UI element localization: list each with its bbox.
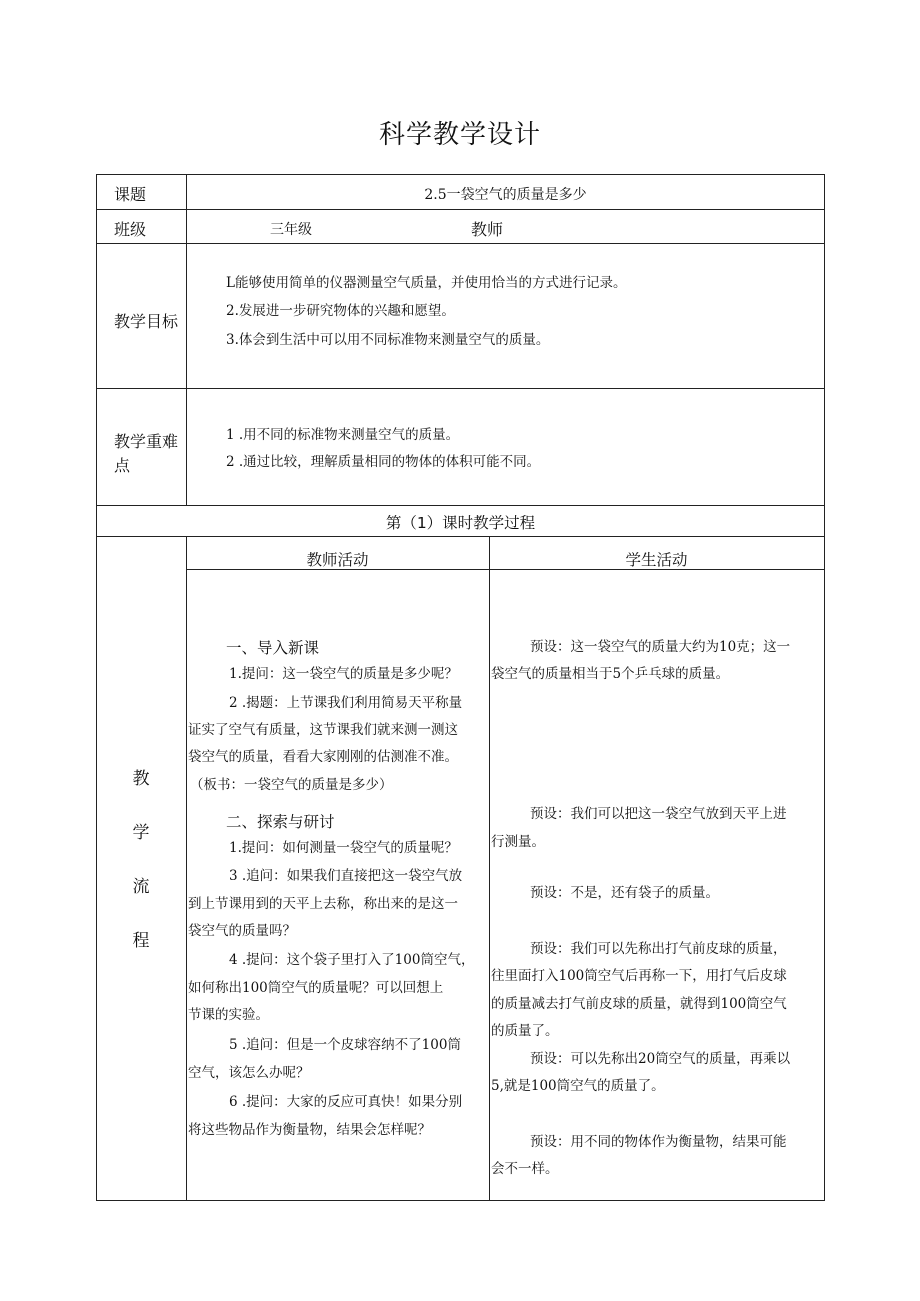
teacher-activity-header: 教师活动 [306, 551, 369, 569]
student-line: 的质量减去打气前皮球的质量，就得到100筒空气 [491, 996, 787, 1012]
student-line: 预设：可以先称出20筒空气的质量，再乘以 [530, 1051, 791, 1067]
label-column-divider [186, 174, 187, 506]
row-divider [96, 388, 825, 389]
row-divider [96, 209, 825, 210]
student-line: 预设：我们可以先称出打气前皮球的质量， [530, 941, 787, 957]
lesson-label: 课题 [114, 185, 147, 204]
goal-item: 3.体会到生活中可以用不同标准物来测量空气的质量。 [226, 332, 550, 348]
teacher-line: （板书：一袋空气的质量是多少） [190, 777, 393, 793]
label-column-divider [186, 536, 187, 1201]
teacher-line: 节课的实验。 [188, 1007, 269, 1023]
student-line: 会不一样。 [491, 1161, 559, 1177]
teacher-line: 到上节课用到的天平上去称，称出来的是这一 [188, 896, 458, 912]
goals-label: 教学目标 [114, 312, 179, 331]
teacher-line: 袋空气的质量，看看大家刚刚的估测准不准。 [188, 749, 458, 765]
teacher-line: 2 .揭题：上节课我们利用简易天平称量 [229, 695, 463, 711]
teacher-line: 空气，该怎么办呢？ [188, 1065, 310, 1081]
student-line: 预设：这一袋空气的质量大约为10克；这一 [530, 639, 791, 655]
row-divider [96, 243, 825, 244]
student-line: 预设：我们可以把这一袋空气放到天平上进 [530, 806, 787, 822]
teacher-line: 4 .提问：这个袋子里打入了100筒空气， [229, 952, 475, 968]
teacher-line: 1.提问：如何测量一袋空气的质量呢？ [229, 840, 458, 856]
teacher-label: 教师 [471, 220, 504, 239]
teacher-line: 6 .提问：大家的反应可真快！如果分别 [229, 1094, 463, 1110]
row-divider [96, 505, 825, 506]
student-line: 往里面打入100筒空气后再称一下，用打气后皮球 [491, 968, 787, 984]
student-line: 5,就是100筒空气的质量了。 [491, 1078, 665, 1094]
class-value: 三年级 [270, 222, 312, 238]
key-points-label: 教学重难 [114, 432, 179, 451]
student-line: 预设：不是，还有袋子的质量。 [530, 885, 719, 901]
goal-item: 2.发展进一步研究物体的兴趣和愿望。 [226, 303, 455, 319]
teacher-line: 袋空气的质量吗？ [188, 923, 296, 939]
teacher-line: 将这些物品作为衡量物，结果会怎样呢？ [188, 1122, 431, 1138]
page-title: 科学教学设计 [378, 120, 541, 150]
flow-label-char: 流 [132, 877, 150, 897]
activity-column-divider [489, 536, 490, 1201]
table-border-bottom [96, 1200, 825, 1201]
flow-label-char: 学 [132, 823, 150, 843]
teacher-line: 证实了空气有质量，这节课我们就来测一测这 [188, 722, 458, 738]
table-border-right [824, 174, 825, 1201]
table-border-left [96, 174, 97, 1201]
goal-item: L能够使用简单的仪器测量空气质量，并使用恰当的方式进行记录。 [226, 275, 627, 291]
key-point-item: 2 .通过比较，理解质量相同的物体的体积可能不同。 [226, 454, 541, 470]
student-line: 的质量了。 [491, 1023, 559, 1039]
lesson-title: 2.5一袋空气的质量是多少 [424, 187, 587, 203]
table-border-top [96, 174, 825, 175]
student-activity-header: 学生活动 [625, 551, 688, 569]
flow-label-char: 程 [132, 931, 150, 951]
teacher-line: 如何称出100筒空气的质量呢？可以回想上 [188, 980, 444, 996]
teacher-line: 5 .追问：但是一个皮球容纳不了100筒 [229, 1037, 461, 1053]
process-title: 第（1）课时教学过程 [385, 514, 536, 532]
class-label: 班级 [114, 220, 147, 239]
key-point-item: 1 .用不同的标准物来测量空气的质量。 [226, 427, 460, 443]
student-line: 行测量。 [491, 834, 545, 850]
teacher-line: 3 .追问：如果我们直接把这一袋空气放 [229, 868, 463, 884]
student-line: 预设：用不同的物体作为衡量物，结果可能 [530, 1134, 787, 1150]
teacher-line: 1.提问：这一袋空气的质量是多少呢？ [229, 666, 458, 682]
row-divider [96, 536, 825, 537]
key-points-label-cont: 点 [114, 456, 131, 475]
flow-label-char: 教 [132, 769, 150, 789]
section-heading: 二、探索与研讨 [226, 813, 335, 831]
student-line: 袋空气的质量相当于5个乒乓球的质量。 [491, 666, 730, 682]
section-heading: 一、导入新课 [226, 639, 320, 657]
